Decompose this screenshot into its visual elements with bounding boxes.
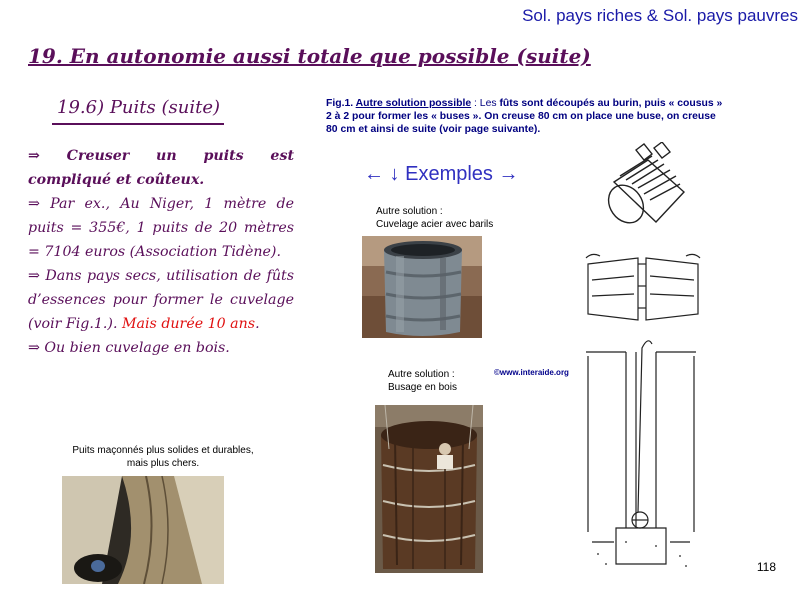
caption-masonry — [60, 444, 266, 470]
masonry-well-interior-photo — [62, 476, 224, 584]
well-cross-section-drawing — [586, 332, 696, 576]
caption-steel-line2: Cuvelage acier avec barils — [376, 219, 494, 230]
fig-intro: Les — [479, 98, 500, 109]
fig-colon: : — [471, 98, 480, 109]
header-rich: Sol. pays riches & — [522, 6, 663, 25]
caption-masonry-line2: mais plus chers. — [126, 458, 200, 469]
figure-caption — [326, 97, 724, 136]
barrel-rings-drawing — [582, 250, 704, 328]
bullet-wood: ⇒ Ou bien cuvelage en bois. — [28, 340, 230, 356]
bullet-barrels-text: ⇒ Dans pays secs, utilisation de fûts d’essences pour former le cuvelage (voir Fig.1.). — [28, 268, 294, 332]
subtitle-underline — [52, 123, 224, 125]
bullet-barrels-duration: Mais durée 10 ans — [122, 316, 256, 332]
caption-steel-line1: Autre solution : — [376, 206, 443, 217]
credit-text: ©www.interaide.org — [494, 368, 569, 377]
bullet-list — [28, 144, 294, 360]
bullet-cost: ⇒ Creuser un puits est compliqué et coûteux. — [28, 148, 294, 188]
fig-link[interactable]: Autre solution possible — [355, 98, 472, 109]
fig-label: Fig.1. — [326, 98, 354, 109]
well-steel-barrel-lining-photo — [362, 236, 482, 338]
caption-wood — [388, 368, 457, 394]
well-wooden-casing-photo — [375, 405, 483, 573]
section-subtitle: 19.6) Puits (suite) — [57, 97, 220, 118]
slide-title: 19. En autonomie aussi totale que possible (suite) — [28, 44, 591, 68]
caption-wood-line1: Autre solution : — [388, 369, 455, 380]
bullet-barrels-end: . — [255, 316, 260, 332]
barrel-cutting-drawing — [600, 142, 700, 234]
fig-text: fûts sont découpés au burin, puis « cousus » 2 à 2 pour former les « buses ». On creuse 80 cm on place une buse, on creuse 80 cm et ainsi de suite (voir page suivante). — [326, 98, 723, 135]
slide-header — [400, 6, 798, 26]
header-poor: Sol. pays pauvres — [662, 6, 798, 25]
examples-label: ← ↓ Exemples → — [364, 163, 519, 185]
caption-masonry-line1: Puits maçonnés plus solides et durables, — [72, 445, 254, 456]
page-number: 118 — [756, 560, 776, 574]
caption-steel — [376, 205, 493, 231]
bullet-niger: ⇒ Par ex., Au Niger, 1 mètre de puits = 355€, 1 puits de 20 mètres = 7104 euros (Association Tidène). — [28, 196, 294, 260]
caption-wood-line2: Busage en bois — [388, 382, 457, 393]
bullet-barrels — [28, 264, 294, 336]
